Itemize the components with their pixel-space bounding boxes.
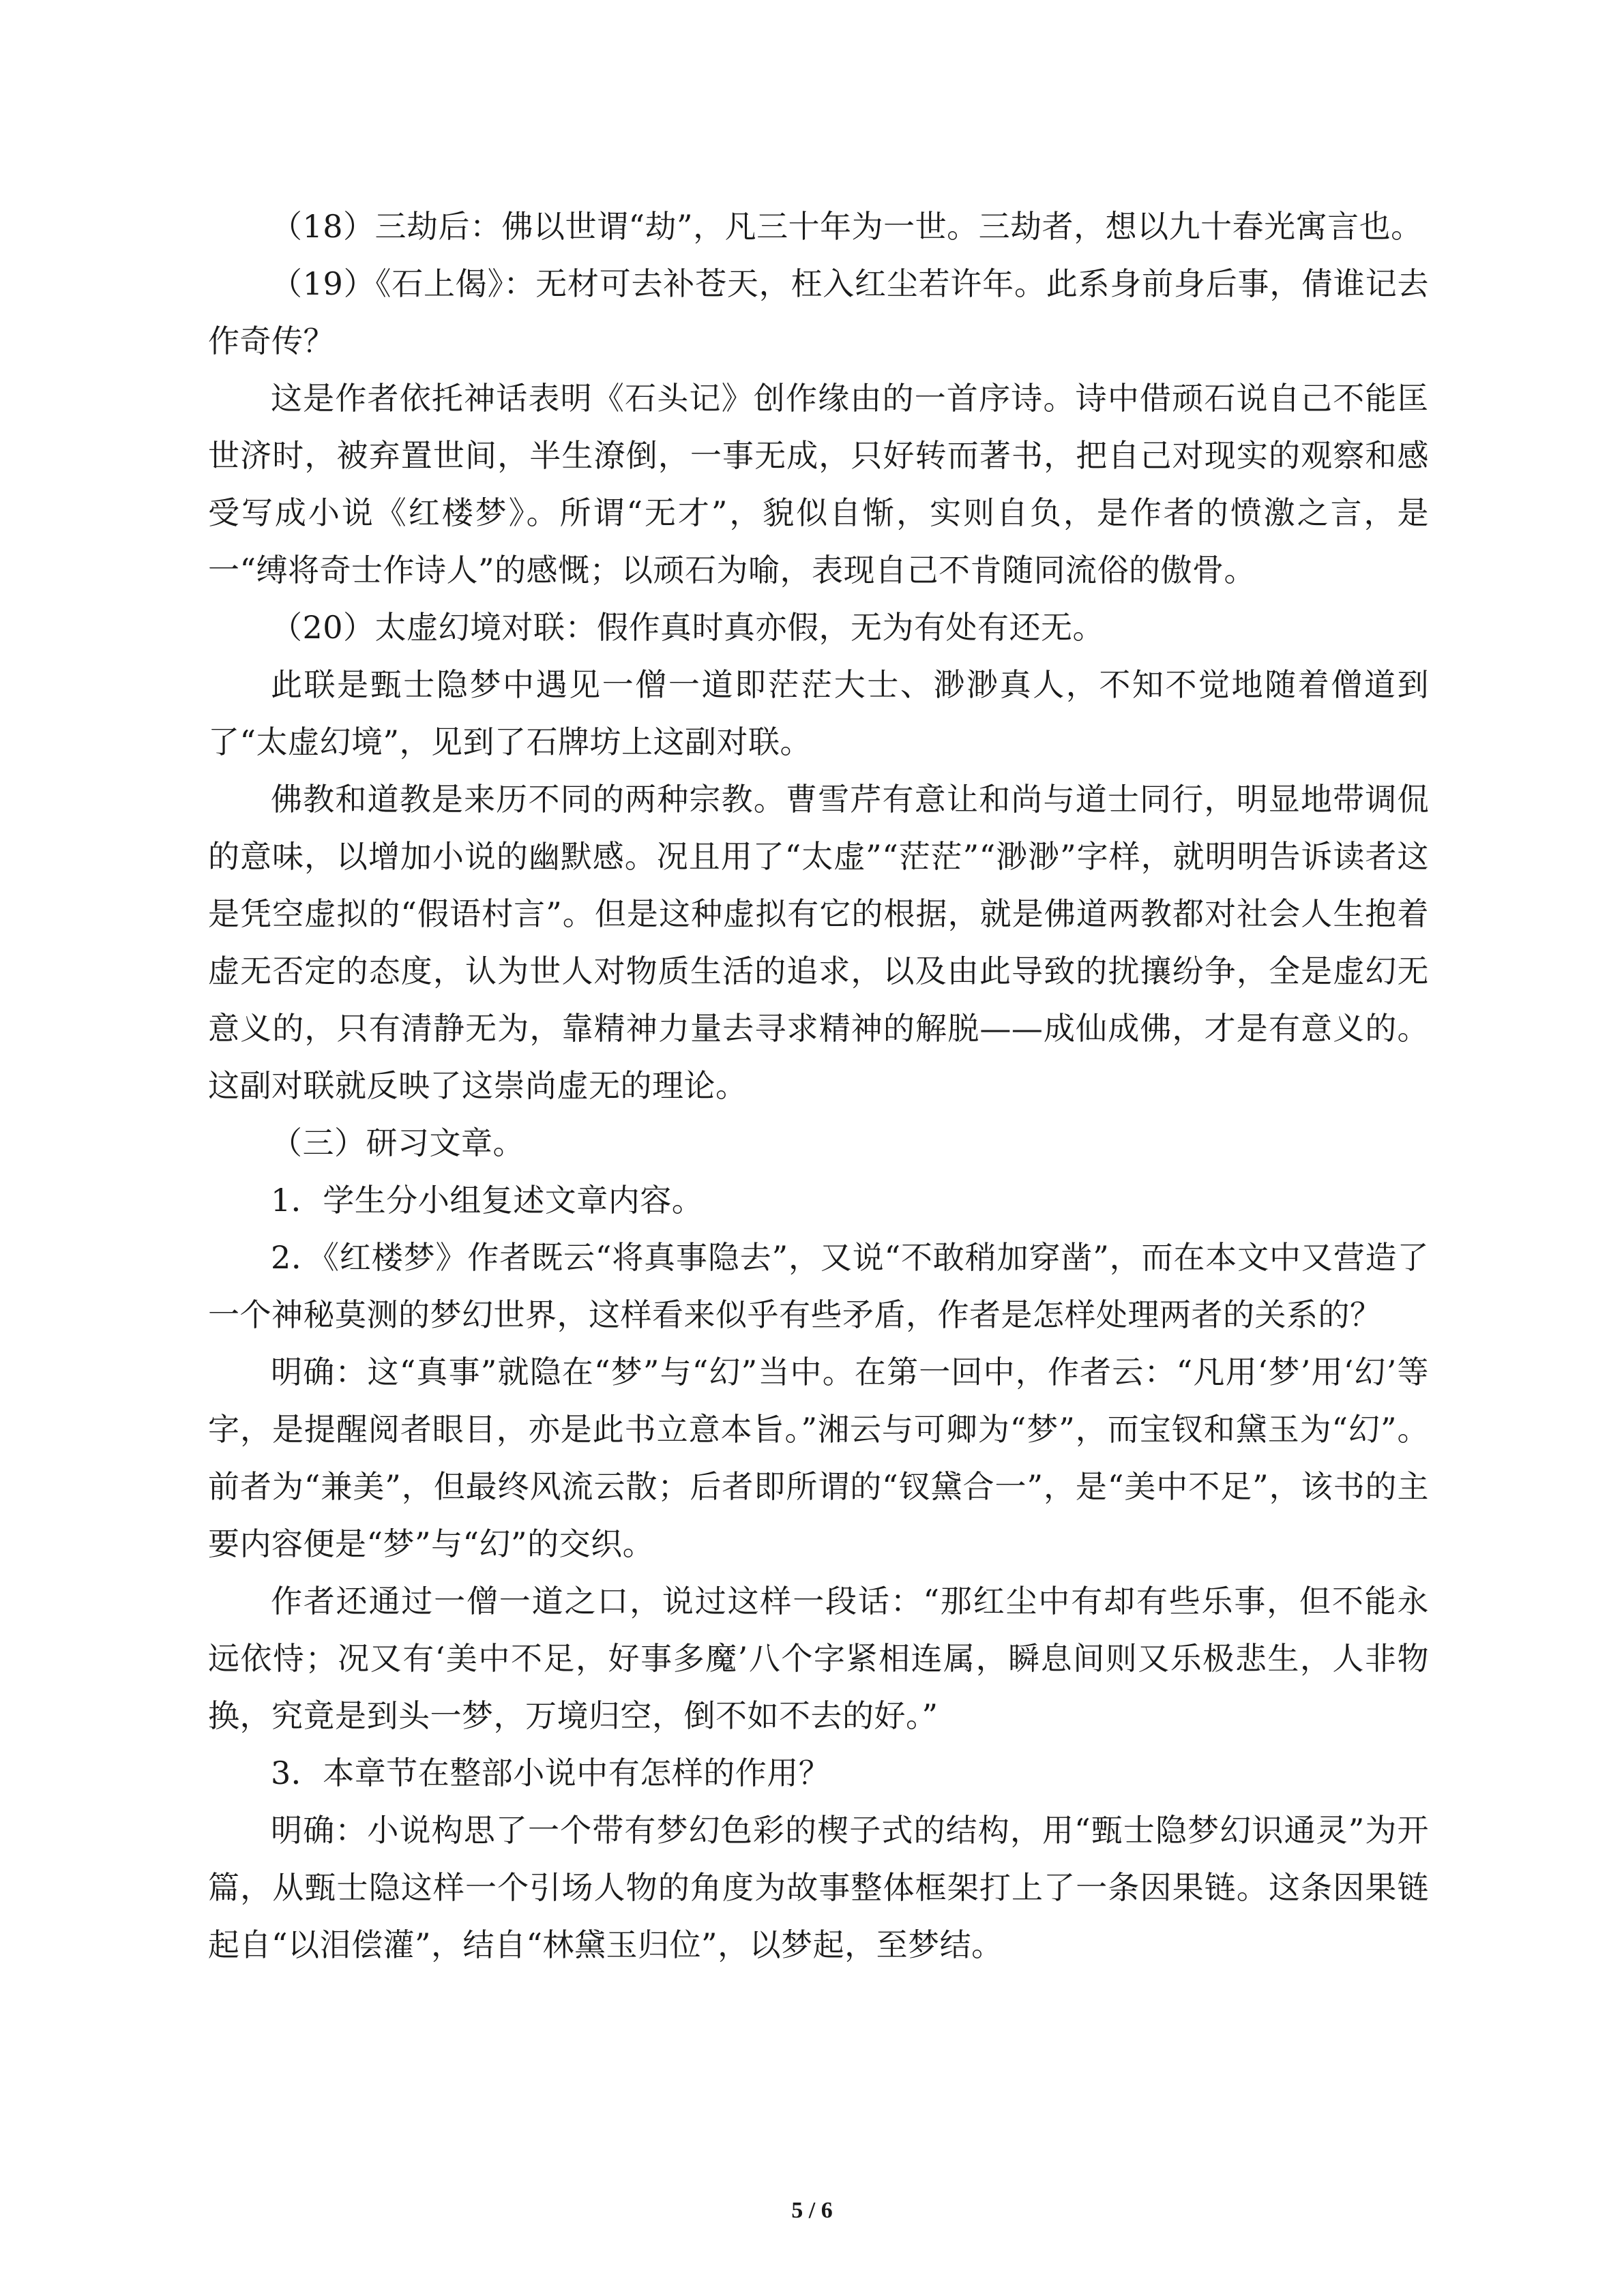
paragraph-buddhism-taoism: 佛教和道教是来历不同的两种宗教。曹雪芹有意让和尚与道士同行，明显地带调侃的意味，以增加小说的幽默感。况且用了“太虚”“茫茫”“渺渺”字样，就明明告诉读者这是凭空虚拟的“假语村言”。但是这种虚拟有它的根据，就是佛道两教都对社会人生抱着虚无否定的态度，认为世人对物质生活的追求，以及由此导致的扰攘纷争，全是虚幻无意义的，只有清静无为，靠精神力量去寻求精神的解脱——成仙成佛，才是有意义的。这副对联就反映了这崇尚虚无的理论。 (208, 781, 1429, 1104)
paragraph-note-18: （18）三劫后：佛以世谓“劫”，凡三十年为一世。三劫者，想以九十春光寓言也。 (271, 208, 1423, 245)
answer-3: 明确：小说构思了一个带有梦幻色彩的楔子式的结构，用“甄士隐梦幻识通灵”为开篇，从甄士隐这样一个引场人物的角度为故事整体框架打上了一条因果链。这条因果链起自“以泪偿灌”，结自“林黛玉归位”，以梦起，至梦结。 (208, 1812, 1429, 1963)
paragraph-note-20: （20）太虚幻境对联：假作真时真亦假，无为有处有还无。 (271, 609, 1105, 646)
paragraph-couplet-context: 此联是甄士隐梦中遇见一僧一道即茫茫大士、渺渺真人，不知不觉地随着僧道到了“太虚幻境”，见到了石牌坊上这副对联。 (208, 666, 1429, 760)
paragraph-poem-explanation: 这是作者依托神话表明《石头记》创作缘由的一首序诗。诗中借顽石说自己不能匡世济时，被弃置世间，半生潦倒，一事无成，只好转而著书，把自己对现实的观察和感受写成小说《红楼梦》。所谓“无才”，貌似自惭，实则自负，是作者的愤激之言，是一“缚将奇士作诗人”的感慨；以顽石为喻，表现自己不肯随同流俗的傲骨。 (208, 380, 1429, 588)
document-body (208, 198, 1429, 1973)
question-1: 1．学生分小组复述文章内容。 (271, 1182, 704, 1219)
paragraph-note-19: （19）《石上偈》：无材可去补苍天，枉入红尘若许年。此系身前身后事，倩谁记去作奇传？ (208, 265, 1429, 359)
page-number: 5 / 6 (791, 2198, 833, 2223)
question-2: 2．《红楼梦》作者既云“将真事隐去”，又说“不敢稍加穿凿”，而在本文中又营造了一个神秘莫测的梦幻世界，这样看来似乎有些矛盾，作者是怎样处理两者的关系的？ (208, 1239, 1429, 1333)
section-heading-study: （三）研习文章。 (271, 1124, 525, 1161)
answer-2: 明确：这“真事”就隐在“梦”与“幻”当中。在第一回中，作者云：“凡用‘梦’用‘幻’等字，是提醒阅者眼目，亦是此书立意本旨。”湘云与可卿为“梦”，而宝钗和黛玉为“幻”。前者为“兼美”，但最终风流云散；后者即所谓的“钗黛合一”，是“美中不足”，该书的主要内容便是“梦”与“幻”的交织。 (208, 1354, 1429, 1562)
question-3: 3．本章节在整部小说中有怎样的作用？ (271, 1755, 831, 1791)
answer-2-continued: 作者还通过一僧一道之口，说过这样一段话：“那红尘中有却有些乐事，但不能永远依恃；况又有‘美中不足，好事多魔’八个字紧相连属，瞬息间则又乐极悲生，人非物换，究竟是到头一梦，万境归空，倒不如不去的好。” (208, 1583, 1429, 1734)
